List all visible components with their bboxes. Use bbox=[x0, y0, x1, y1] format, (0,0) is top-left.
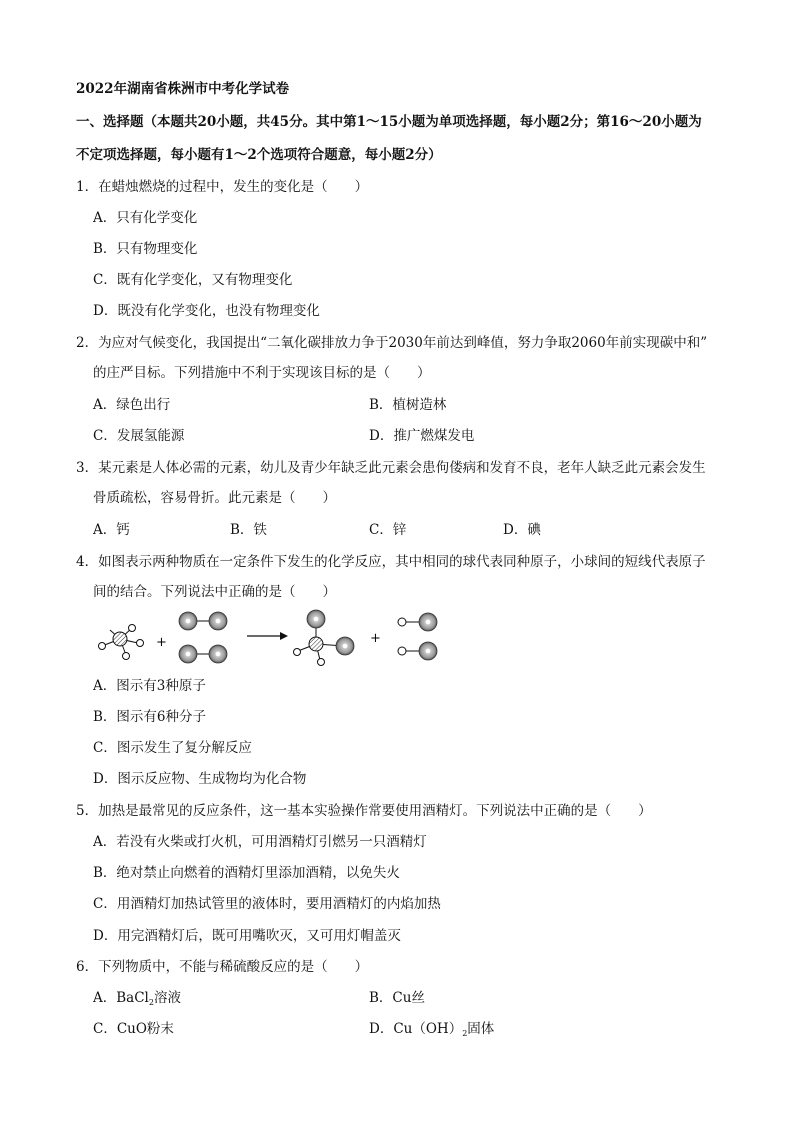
section-header-line2: 不定项选择题，每小题有1～2个选项符合题意，每小题2分） bbox=[76, 147, 442, 163]
gray-atom bbox=[179, 645, 197, 663]
plus-sign: + bbox=[370, 631, 381, 646]
q4-option-d: D．图示反应物、生成物均为化合物 bbox=[93, 771, 307, 787]
q6-option-c: C．CuO粉末 bbox=[93, 1021, 174, 1037]
gray-atom bbox=[179, 612, 197, 630]
small-atom bbox=[123, 653, 130, 660]
reaction-arrow bbox=[247, 632, 288, 640]
q3-stem-line2: 骨质疏松，容易骨折。此元素是（ ） bbox=[93, 490, 336, 506]
gray-atom bbox=[209, 645, 227, 663]
q6-option-a-suffix: 溶液 bbox=[153, 990, 181, 1006]
q6-option-a bbox=[93, 989, 181, 1012]
q3-option-a: A．钙 bbox=[93, 522, 130, 538]
section-header-line1: 一、选择题（本题共20小题，共45分。其中第1～15小题为单项选择题，每小题2分；第16～20小题为 bbox=[76, 114, 702, 130]
q6-option-d bbox=[369, 1020, 494, 1043]
q4-option-b: B．图示有6种分子 bbox=[93, 709, 207, 725]
q3-stem-line1: 3．某元素是人体必需的元素，幼儿及青少年缺乏此元素会患佝偻病和发育不良，老年人缺乏此元素会发生 bbox=[76, 460, 706, 476]
q2-option-b: B．植树造林 bbox=[369, 397, 447, 413]
small-atom bbox=[398, 618, 406, 626]
plus-sign: + bbox=[156, 635, 167, 650]
gray-atom bbox=[419, 642, 437, 660]
q1-option-d: D．既没有化学变化，也没有物理变化 bbox=[93, 303, 320, 319]
q6-option-d-subscript: 2 bbox=[462, 1029, 468, 1038]
q6-stem: 6．下列物质中，不能与稀硫酸反应的是（ ） bbox=[76, 959, 369, 975]
q5-option-b: B．绝对禁止向燃着的酒精灯里添加酒精，以免失火 bbox=[93, 865, 400, 881]
q1-stem: 1．在蜡烛燃烧的过程中，发生的变化是（ ） bbox=[76, 179, 369, 195]
small-atom bbox=[318, 659, 325, 666]
q2-option-a: A．绿色出行 bbox=[93, 397, 171, 413]
reactant-molecule-2 bbox=[179, 612, 227, 663]
hatched-atom bbox=[113, 632, 127, 646]
hatched-atom bbox=[309, 637, 323, 651]
q2-stem-line2: 的庄严目标。下列措施中不利于实现该目标的是（ ） bbox=[93, 365, 431, 381]
q6-option-d-suffix: 固体 bbox=[467, 1021, 495, 1037]
gray-atom bbox=[419, 613, 437, 631]
q5-option-d: D．用完酒精灯后，既可用嘴吹灭，又可用灯帽盖灭 bbox=[93, 928, 401, 944]
q1-option-a: A．只有化学变化 bbox=[93, 210, 198, 226]
small-atom bbox=[129, 625, 136, 632]
product-molecule-2 bbox=[398, 613, 437, 660]
q3-option-b: B．铁 bbox=[230, 522, 267, 538]
q6-option-a-prefix: A．BaCl bbox=[93, 990, 149, 1006]
q2-option-c: C．发展氢能源 bbox=[93, 428, 185, 444]
q4-option-a: A．图示有3种原子 bbox=[93, 678, 206, 694]
small-atom bbox=[99, 643, 106, 650]
gray-atom bbox=[336, 637, 354, 655]
q5-stem: 5．加热是最常见的反应条件，这一基本实验操作常要使用酒精灯。下列说法中正确的是（ ） bbox=[76, 803, 652, 819]
q4-stem-line2: 间的结合。下列说法中正确的是（ ） bbox=[93, 584, 336, 600]
q2-stem-line1: 2．为应对气候变化，我国提出“二氧化碳排放力争于2030年前达到峰值，努力争取2060年前实现碳中和” bbox=[76, 335, 708, 351]
q4-option-c: C．图示发生了复分解反应 bbox=[93, 740, 252, 756]
exam-title: 2022年湖南省株洲市中考化学试卷 bbox=[76, 81, 290, 97]
q3-option-c: C．锌 bbox=[369, 522, 407, 538]
small-atom bbox=[137, 640, 144, 647]
q5-option-a: A．若没有火柴或打火机，可用酒精灯引燃另一只酒精灯 bbox=[93, 834, 427, 850]
reaction-diagram bbox=[92, 606, 452, 670]
q6-option-b: B．Cu丝 bbox=[369, 990, 425, 1006]
product-molecule-1 bbox=[294, 610, 355, 666]
q2-option-d: D．推广燃煤发电 bbox=[369, 428, 475, 444]
q5-option-c: C．用酒精灯加热试管里的液体时，要用酒精灯的内焰加热 bbox=[93, 896, 441, 912]
gray-atom bbox=[307, 610, 325, 628]
q1-option-c: C．既有化学变化，又有物理变化 bbox=[93, 272, 293, 288]
q6-option-a-subscript: 2 bbox=[148, 998, 154, 1007]
reactant-molecule-1 bbox=[99, 625, 144, 660]
q1-option-b: B．只有物理变化 bbox=[93, 241, 198, 257]
q6-option-d-prefix: D．Cu（OH） bbox=[369, 1021, 463, 1037]
small-atom bbox=[398, 647, 406, 655]
q4-stem-line1: 4．如图表示两种物质在一定条件下发生的化学反应，其中相同的球代表同种原子，小球间的短线代表原子 bbox=[76, 554, 706, 570]
small-atom bbox=[294, 649, 301, 656]
gray-atom bbox=[209, 612, 227, 630]
q3-option-d: D．碘 bbox=[503, 522, 541, 538]
